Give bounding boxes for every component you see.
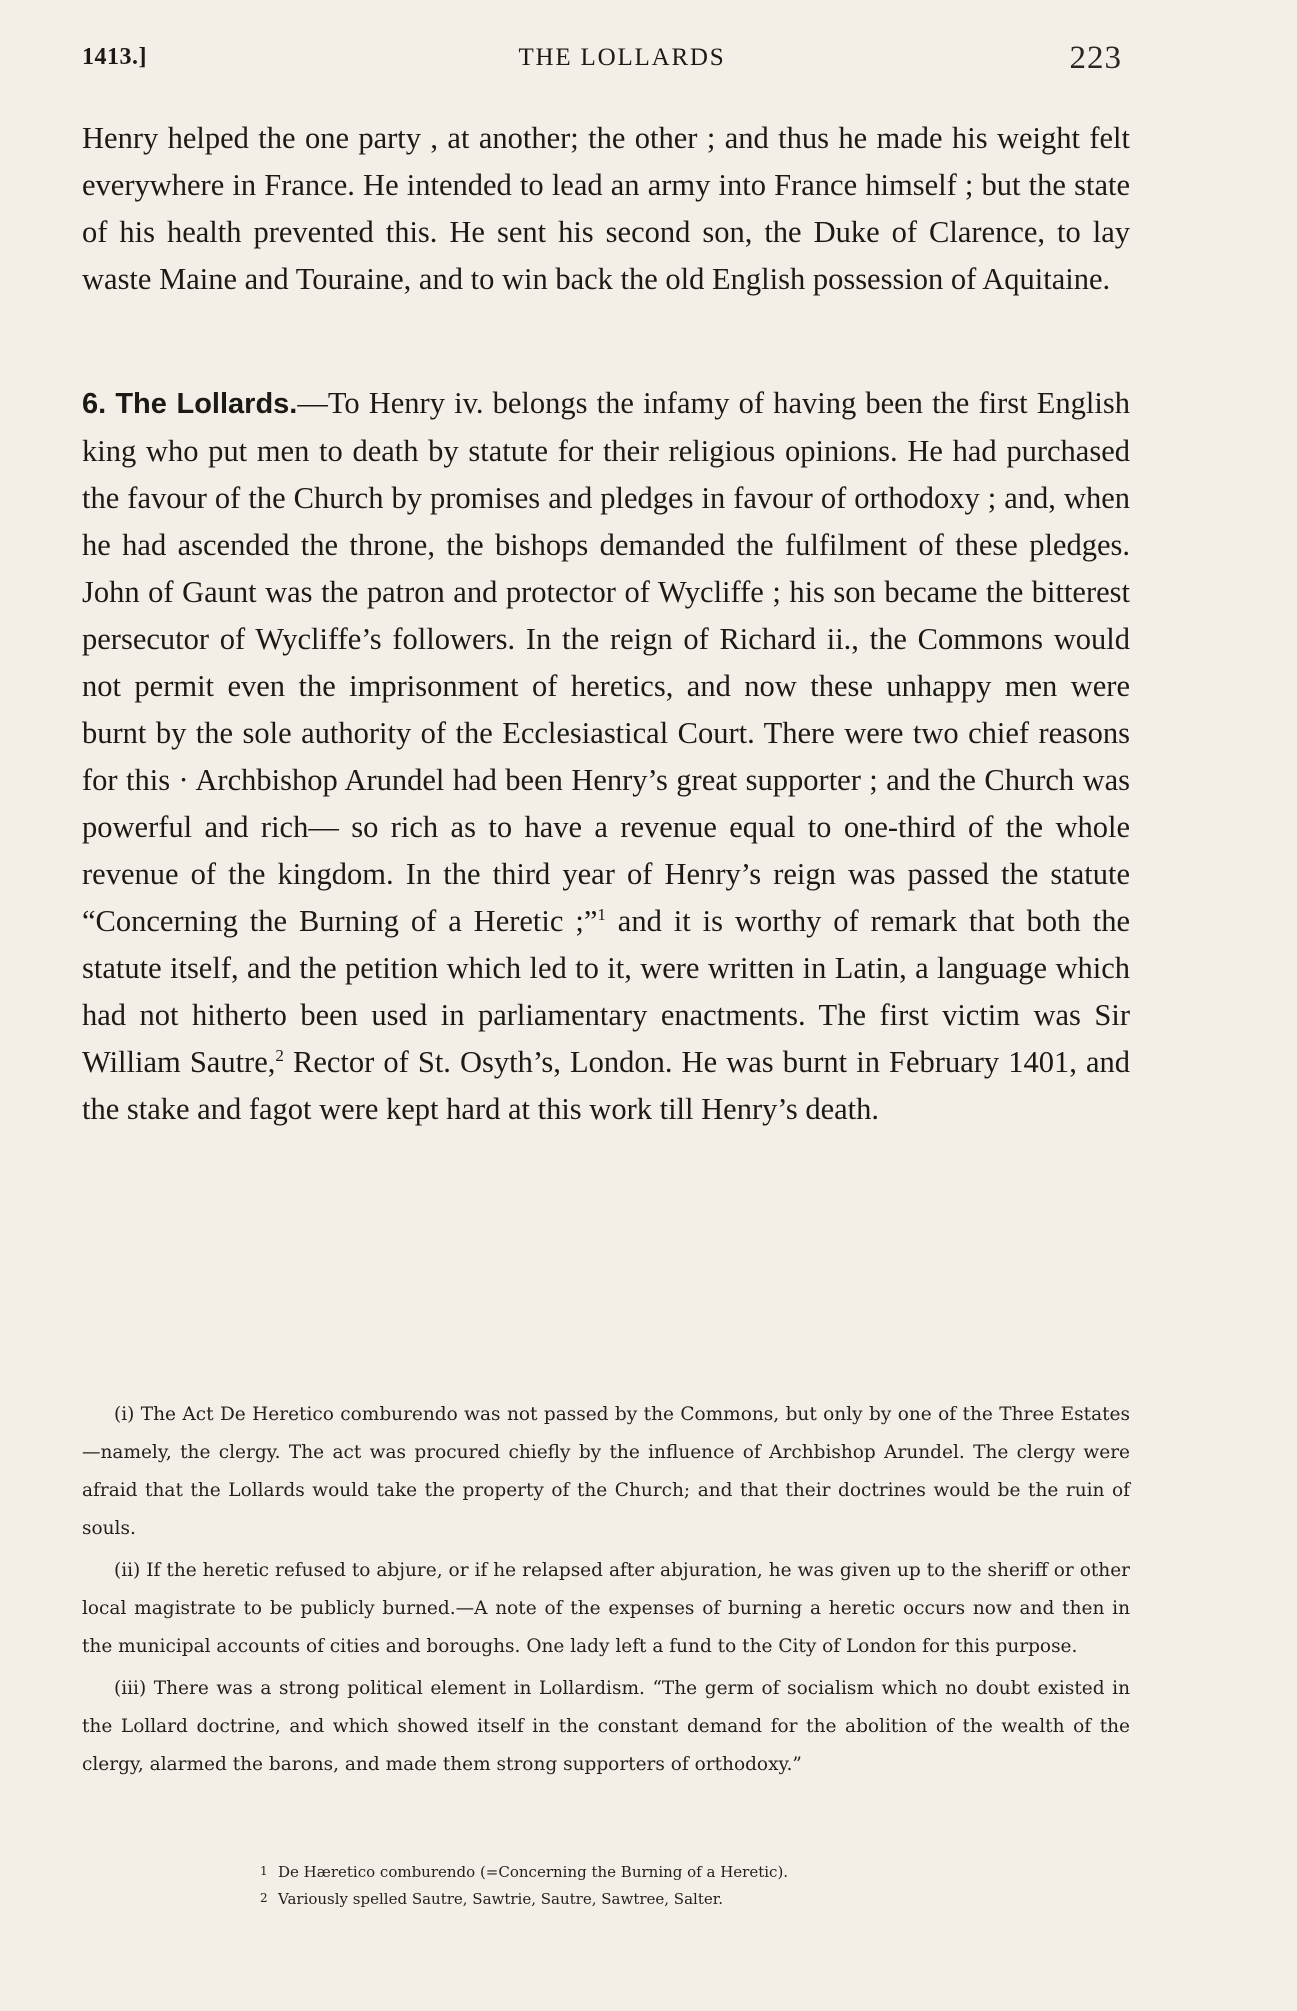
footnote-1-number: 1 [260, 1864, 268, 1878]
page-header [82, 40, 1122, 84]
notes-block [82, 1396, 1130, 1788]
footnote-ref-2: 2 [275, 1045, 284, 1065]
footnote-ref-1: 1 [597, 904, 606, 924]
note-ii: (ii) If the heretic refused to abjure, or if he relapsed after abjuration, he was given up to the sheriff or other local magistrate to be publicly burned.—A note of the expenses of burning a heretic occurs now and then in the municipal accounts of cities and boroughs. One lady left a fund to the City of London for this purpose. [82, 1560, 1130, 1657]
paragraph-france: Henry helped the one party , at another; the other ; and thus he made his weight felt everywhere in France. He intended to lead an army into France himself ; but the state of his health prevented this. He sent his second son, the Duke of Clarence, to lay waste Maine and Touraine, and to win back the old English possession of Aquitaine. [82, 121, 1130, 296]
section-number: 6. [82, 388, 107, 420]
section-text-part1: —To Henry iv. belongs the infamy of having been the first English king who put men to death by statute for their religious opinions. He had purchased the favour of the Church by promises and pledges in favour of orthodoxy ; and, when he had ascended the throne, the bishops demanded the fulfilment of these pledges. John of Gaunt was the patron and protector of Wycliffe ; his son became the bitterest persecutor of Wycliffe’s followers. In the reign of Richard ii., the Commons would not permit even the imprisonment of heretics, and now these unhappy men were burnt by the sole authority of the Ecclesiastical Court. There were two chief reasons for this · Archbishop Arundel had been Henry’s great supporter ; and the Church was powerful and rich— so rich as to have a revenue equal to one-third of the whole revenue of the kingdom. In the third year of Henry’s reign was passed the statute “Concerning the Burning of a Heretic ;” [82, 386, 1130, 938]
note-iii: (iii) There was a strong political element in Lollardism. “The germ of socialism which no doubt existed in the Lollard doctrine, and which showed itself in the constant demand for the abolition of the wealth of the clergy, alarmed the barons, and made them strong supporters of orthodoxy.” [82, 1678, 1130, 1775]
footnote-1-text: De Hæretico comburendo (=Concerning the Burning of a Heretic). [278, 1863, 789, 1881]
running-title: THE LOLLARDS [518, 44, 726, 71]
footnote-2 [260, 1885, 788, 1912]
paragraph-lollards [82, 380, 1130, 1133]
footnote-2-text: Variously spelled Sautre, Sawtrie, Sautre, Sawtree, Salter. [278, 1890, 724, 1908]
note-i: (i) The Act De Heretico comburendo was not passed by the Commons, but only by one of the Three Estates—namely, the clergy. The act was procured chiefly by the influence of Archbishop Arundel. The clergy were afraid that the Lollards would take the property of the Church; and that their doctrines would be the ruin of souls. [82, 1404, 1130, 1539]
footnote-1 [260, 1858, 788, 1885]
page-number: 223 [1069, 40, 1122, 76]
section-text-part3: Rector of St. Osyth’s, London. He was burnt in February 1401, and the stake and fagot were kept hard at this work till Henry’s death. [82, 1045, 1130, 1126]
footnotes [260, 1858, 788, 1912]
footnote-2-number: 2 [260, 1891, 268, 1905]
header-year: 1413.] [82, 44, 147, 70]
section-text-part2: and it is worthy of remark that both the statute itself, and the petition which led to it, were written in Latin, a language which had not hitherto been used in parliamentary enactments. The first victim was Sir William Sautre, [82, 904, 1130, 1079]
section-heading: The Lollards. [115, 388, 298, 420]
